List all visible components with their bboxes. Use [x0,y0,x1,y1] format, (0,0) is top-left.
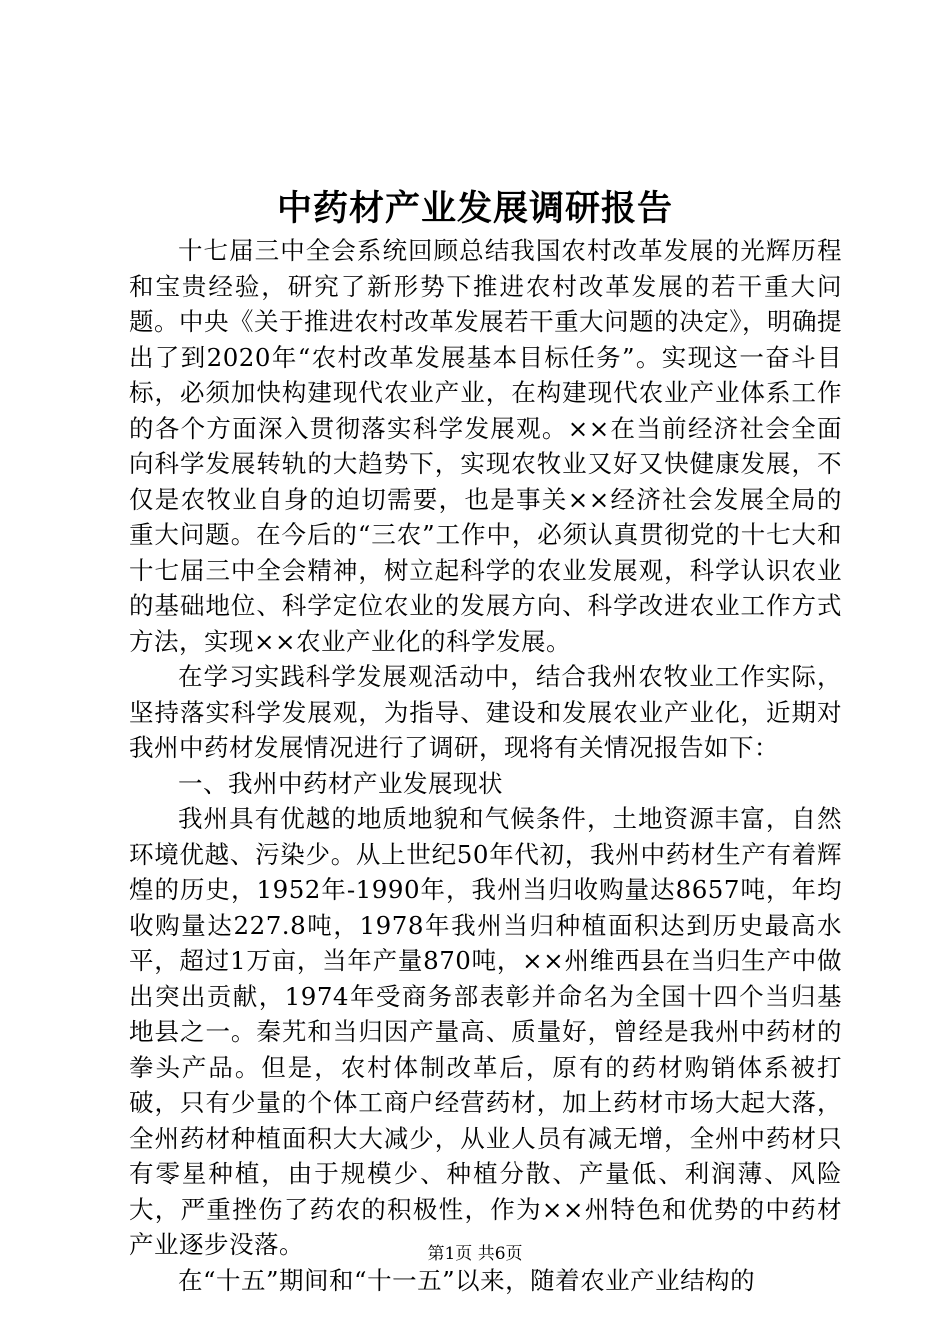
document-title: 中药材产业发展调研报告 [276,188,673,229]
section-heading-current-status: 一、我州中药材产业发展现状 [178,768,503,798]
paragraph-intro: 十七届三中全会系统回顾总结我国农村改革发展的光辉历程和宝贵经验，研究了新形势下推进农村改革发展的若干重大问题。中央《关于推进农村改革发展若干重大问题的决定》，明确提出了到2020年“农村改革发展基本目标任务”。实现这一奋斗目标，必须加快构建现代农业产业，在构建现代农业产业体系工作的各个方面深入贯彻落实科学发展观。××在当前经济社会全面向科学发展转轨的大趋势下，实现农牧业又好又快健康发展，不仅是农牧业自身的迫切需要，也是事关××经济社会发展全局的重大问题。在今后的“三农”工作中，必须认真贯彻党的十七大和十七届三中全会精神，树立起科学的农业发展观，科学认识农业的基础地位、科学定位农业的发展方向、科学改进农业工作方式方法，实现××农业产业化的科学发展。 [129,236,842,656]
paragraph-history: 我州具有优越的地质地貌和气候条件，土地资源丰富，自然环境优越、污染少。从上世纪50年代初，我州中药材生产有着辉煌的历史，1952年-1990年，我州当归收购量达8657吨，年均收购量达227.8吨，1978年我州当归种植面积达到历史最高水平，超过1万亩，当年产量870吨，××州维西县在当归生产中做出突出贡献，1974年受商务部表彰并命名为全国十四个当归基地县之一。秦艽和当归因产量高、质量好，曾经是我州中药材的拳头产品。但是，农村体制改革后，原有的药材购销体系被打破，只有少量的个体工商户经营药材，加上药材市场大起大落，全州药材种植面积大大减少，从业人员有减无增，全州中药材只有零星种植，由于规模少、种植分散、产量低、利润薄、风险大，严重挫伤了药农的积极性，作为××州特色和优势的中药材产业逐步没落。 [129,804,842,1259]
paragraph-purpose: 在学习实践科学发展观活动中，结合我州农牧业工作实际，坚持落实科学发展观，为指导、建设和发展农业产业化，近期对我州中药材发展情况进行了调研，现将有关情况报告如下： [129,662,842,762]
document-body [129,233,842,1298]
page-footer: 第1页 共6页 [427,1244,523,1264]
paragraph-continuation: 在“十五”期间和“十一五”以来，随着农业产业结构的 [178,1265,756,1295]
